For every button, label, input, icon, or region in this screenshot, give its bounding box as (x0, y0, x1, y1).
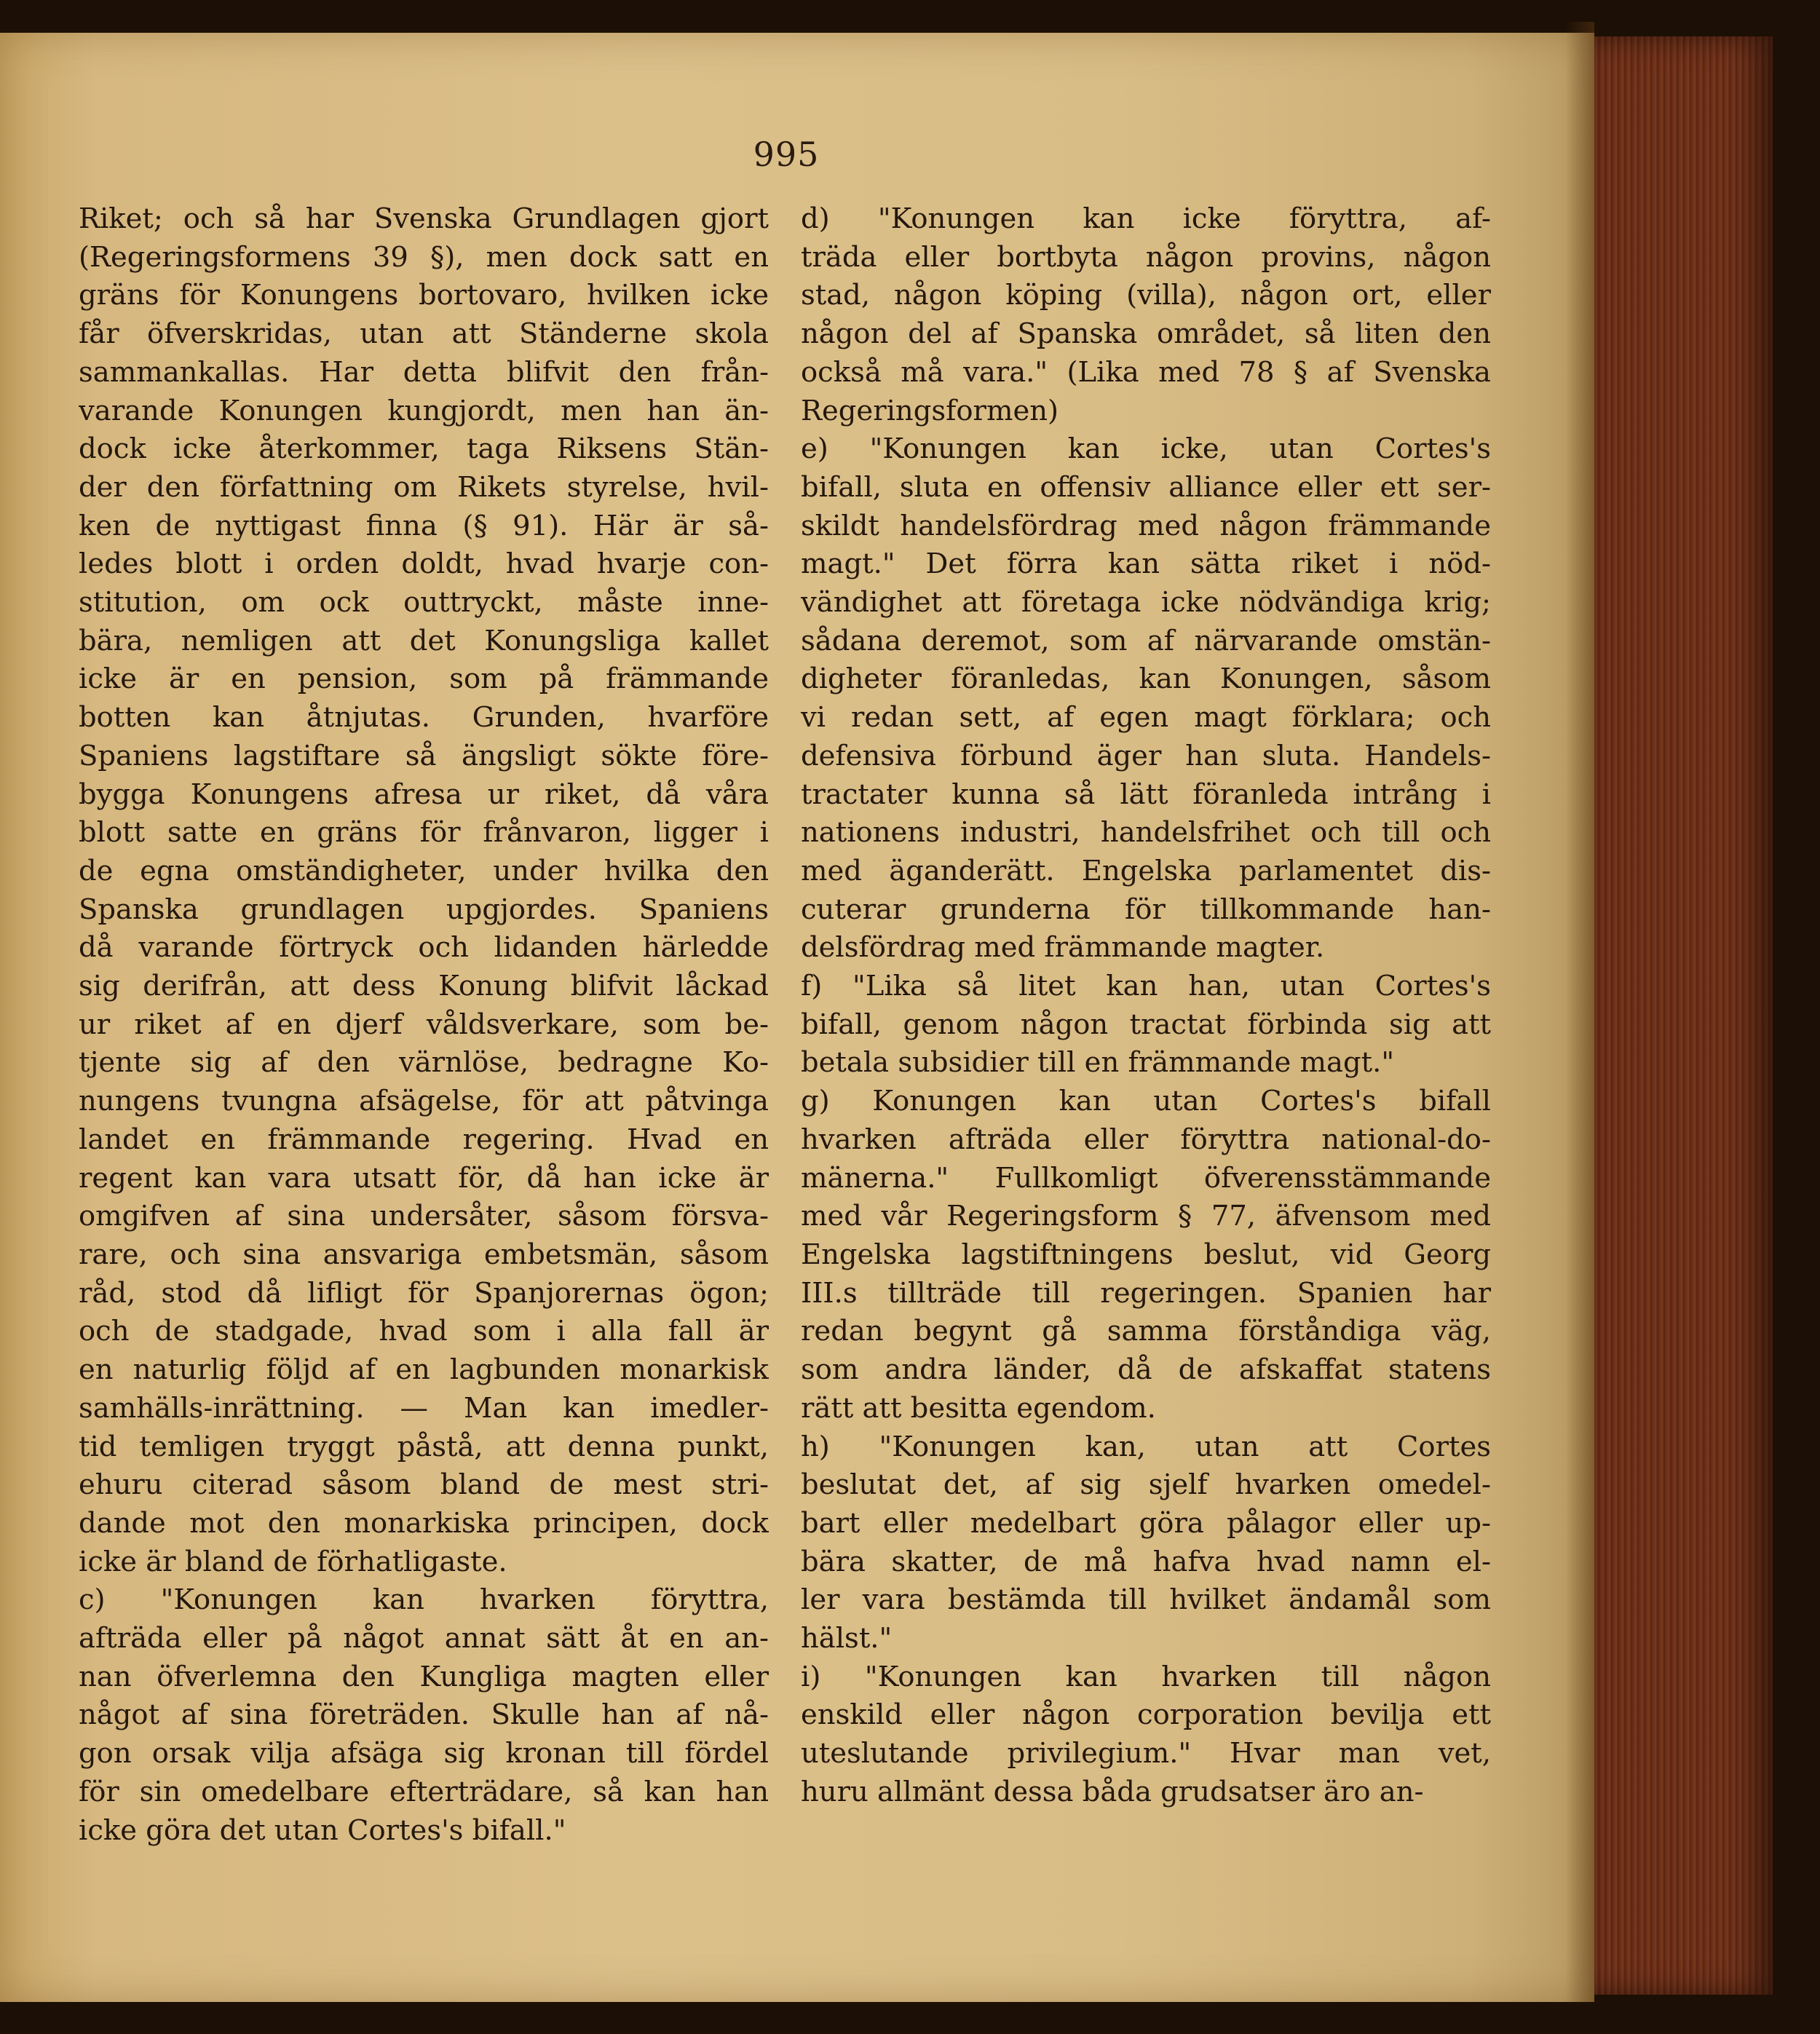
text-line: dande mot den monarkiska principen, dock (79, 1506, 769, 1540)
text-line: digheter föranledas, kan Konungen, såsom (801, 662, 1491, 696)
text-line: hälst." (801, 1622, 893, 1655)
text-line: någon del af Spanska området, så liten den (801, 317, 1491, 351)
text-line: Engelska lagstiftningens beslut, vid Georg (801, 1238, 1491, 1271)
text-line: blott satte en gräns för frånvaron, ligger i (79, 816, 769, 850)
text-line: rätt att besitta egendom. (801, 1391, 1156, 1425)
text-line: nungens tvungna afsägelse, för att påtvinga (79, 1085, 769, 1118)
text-line: stad, någon köping (villa), någon ort, eller (801, 279, 1491, 312)
text-line: landet en främmande regering. Hvad en (79, 1123, 769, 1156)
text-line: icke göra det utan Cortes's bifall." (79, 1813, 566, 1847)
text-line: der den författning om Rikets styrelse, hvil- (79, 470, 769, 504)
text-line: och de stadgade, hvad som i alla fall är (79, 1315, 769, 1348)
text-line: icke är en pension, som på främmande (79, 662, 769, 696)
text-line: bifall, sluta en offensiv alliance eller ett ser- (801, 470, 1491, 504)
text-line: icke är bland de förhatligaste. (79, 1545, 507, 1578)
text-line: gräns för Konungens bortovaro, hvilken icke (79, 279, 769, 312)
text-line: i) "Konungen kan hvarken till någon (801, 1660, 1491, 1693)
text-line: sammankallas. Har detta blifvit den från- (79, 355, 769, 389)
left-text-column (79, 200, 769, 1850)
text-line: enskild eller någon corporation bevilja ett (801, 1698, 1491, 1732)
text-line: råd, stod då lifligt för Spanjorernas ögon; (79, 1276, 769, 1310)
text-line: Regeringsformen) (801, 394, 1059, 427)
text-line: då varande förtryck och lidanden härledde (79, 931, 769, 965)
text-line: e) "Konungen kan icke, utan Cortes's (801, 432, 1491, 466)
text-line: bära skatter, de må hafva hvad namn el- (801, 1545, 1491, 1578)
right-text-column (801, 200, 1491, 1812)
text-line: afträda eller på något annat sätt åt en an- (79, 1622, 769, 1655)
text-line: Riket; och så har Svenska Grundlagen gjort (79, 202, 769, 235)
text-line: dock icke återkommer, taga Riksens Stän- (79, 432, 769, 466)
text-line: nan öfverlemna den Kungliga magten eller (79, 1660, 769, 1693)
page-edge (1594, 36, 1773, 1995)
text-line: bifall, genom någon tractat förbinda sig att (801, 1008, 1491, 1041)
text-line: beslutat det, af sig sjelf hvarken omedel- (801, 1468, 1491, 1502)
text-line: med vår Regeringsform § 77, äfvensom med (801, 1200, 1491, 1233)
text-line: (Regeringsformens 39 §), men dock satt en (79, 240, 769, 274)
text-line: ler vara bestämda till hvilket ändamål som (801, 1583, 1491, 1617)
text-line: bygga Konungens afresa ur riket, då våra (79, 777, 769, 811)
text-line: redan begynt gå samma förståndiga väg, (801, 1315, 1491, 1348)
text-line: h) "Konungen kan, utan att Cortes (801, 1430, 1491, 1463)
text-line: också må vara." (Lika med 78 § af Svenska (801, 355, 1491, 389)
text-line: varande Konungen kungjordt, men han än- (79, 394, 769, 427)
text-line: hvarken afträda eller föryttra national-do- (801, 1123, 1491, 1156)
text-line: uteslutande privilegium." Hvar man vet, (801, 1737, 1491, 1770)
text-line: vändighet att företaga icke nödvändiga krig; (801, 586, 1491, 620)
text-line: bära, nemligen att det Konungsliga kallet (79, 624, 769, 657)
text-line: delsfördrag med främmande magter. (801, 931, 1325, 965)
text-line: samhälls-inrättning. — Man kan imedler- (79, 1391, 769, 1425)
text-line: Spanska grundlagen upgjordes. Spaniens (79, 893, 769, 926)
text-line: ken de nyttigast finna (§ 91). Här är så- (79, 509, 769, 542)
text-line: defensiva förbund äger han sluta. Handels- (801, 739, 1491, 772)
text-line: träda eller bortbyta någon provins, någon (801, 240, 1491, 274)
text-line: g) Konungen kan utan Cortes's bifall (801, 1085, 1491, 1118)
text-line: de egna omständigheter, under hvilka den (79, 854, 769, 887)
text-line: d) "Konungen kan icke föryttra, af- (801, 202, 1491, 235)
text-line: huru allmänt dessa båda grudsatser äro an- (801, 1775, 1424, 1808)
text-line: som andra länder, då de afskaffat statens (801, 1353, 1491, 1387)
text-line: gon orsak vilja afsäga sig kronan till fördel (79, 1737, 769, 1770)
text-line: Spaniens lagstiftare så ängsligt sökte före- (79, 739, 769, 772)
text-line: med äganderätt. Engelska parlamentet dis- (801, 854, 1491, 887)
text-line: cuterar grunderna för tillkommande han- (801, 893, 1491, 926)
text-line: får öfverskridas, utan att Ständerne skola (79, 317, 769, 351)
text-line: tid temligen tryggt påstå, att denna punkt, (79, 1430, 769, 1463)
text-line: ehuru citerad såsom bland de mest stri- (79, 1468, 769, 1502)
text-line: betala subsidier till en främmande magt." (801, 1046, 1395, 1080)
text-line: något af sina företräden. Skulle han af nå- (79, 1698, 769, 1732)
text-line: tractater kunna så lätt föranleda intrång i (801, 777, 1491, 811)
text-line: III.s tillträde till regeringen. Spanien har (801, 1276, 1491, 1310)
text-line: vi redan sett, af egen magt förklara; och (801, 701, 1491, 735)
text-line: stitution, om ock outtryckt, måste inne- (79, 586, 769, 620)
text-line: magt." Det förra kan sätta riket i nöd- (801, 547, 1491, 581)
text-line: tjente sig af den värnlöse, bedragne Ko- (79, 1046, 769, 1080)
text-line: mänerna." Fullkomligt öfverensstämmande (801, 1161, 1491, 1195)
text-line: skildt handelsfördrag med någon främmande (801, 509, 1491, 542)
page-number: 995 (753, 135, 820, 174)
text-line: f) "Lika så litet kan han, utan Cortes's (801, 970, 1491, 1003)
text-line: c) "Konungen kan hvarken föryttra, (79, 1583, 769, 1617)
gutter-shadow (1565, 22, 1594, 2002)
text-line: omgifven af sina undersåter, såsom försva- (79, 1200, 769, 1233)
text-line: rare, och sina ansvariga embetsmän, såsom (79, 1238, 769, 1271)
text-line: för sin omedelbare efterträdare, så kan han (79, 1775, 769, 1808)
text-line: ledes blott i orden doldt, hvad hvarje con- (79, 547, 769, 581)
text-line: nationens industri, handelsfrihet och till och (801, 816, 1491, 850)
text-line: sådana deremot, som af närvarande omstän- (801, 624, 1491, 657)
text-line: bart eller medelbart göra pålagor eller up- (801, 1506, 1491, 1540)
text-line: en naturlig följd af en lagbunden monarkisk (79, 1353, 769, 1387)
text-line: ur riket af en djerf våldsverkare, som be- (79, 1008, 769, 1041)
text-line: botten kan åtnjutas. Grunden, hvarföre (79, 701, 769, 735)
text-line: regent kan vara utsatt för, då han icke är (79, 1161, 769, 1195)
text-line: sig derifrån, att dess Konung blifvit låckad (79, 970, 769, 1003)
